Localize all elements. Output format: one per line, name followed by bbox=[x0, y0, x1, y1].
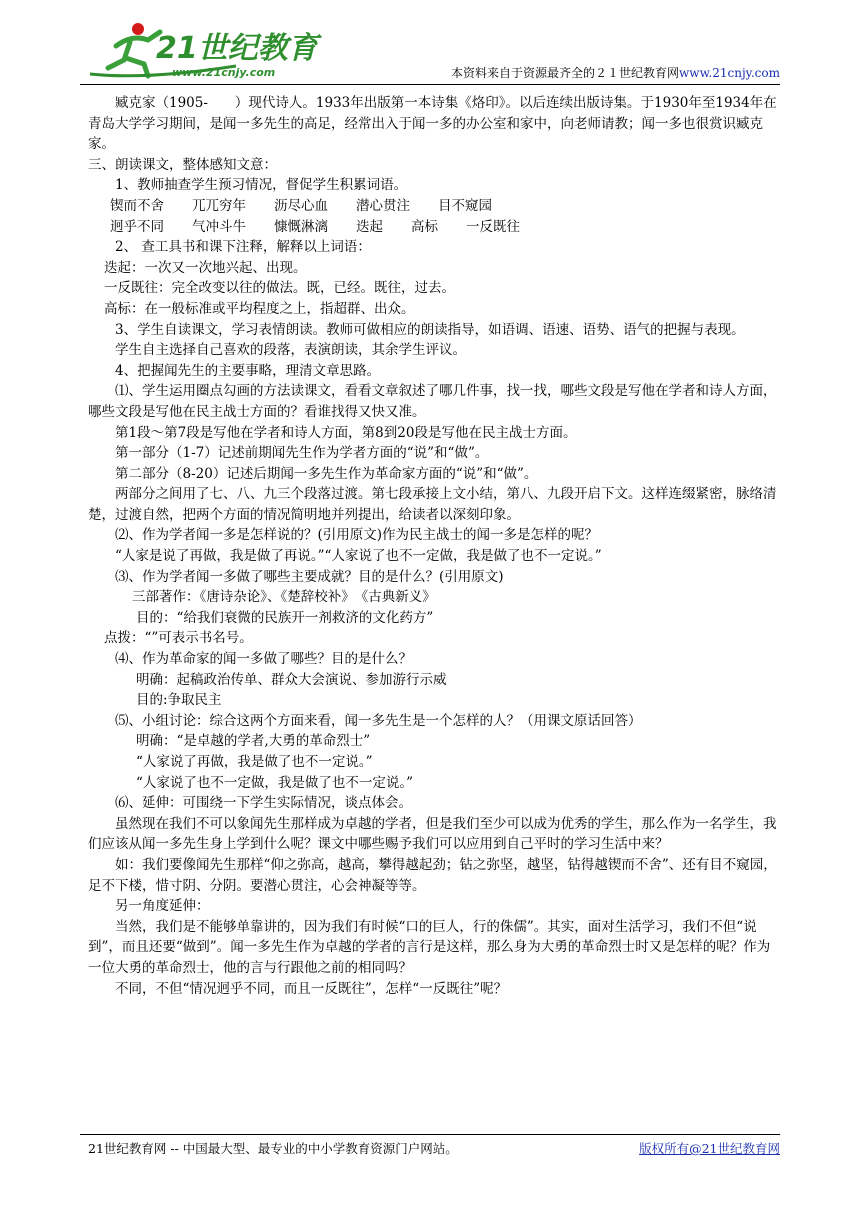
header-note-prefix: 本资料来自于资源最齐全的２１世纪教育网 bbox=[451, 66, 680, 80]
paragraph: 当然，我们是不能够单靠讲的，因为我们有时候“口的巨人，行的侏儒”。其实，面对生活学习，我们不但“说到”，而且还要“做到”。闻一多先生作为卓越的学者的言行是这样，那么身为大勇的革命烈士时又是怎样的呢？作为一位大勇的革命烈士，他的言与行跟他之前的相同吗？ bbox=[88, 918, 771, 976]
paragraph: 三、朗读课文，整体感知文意： bbox=[88, 156, 277, 173]
vocabulary-word: 慷慨淋漓 bbox=[274, 218, 328, 235]
header-note bbox=[451, 64, 780, 81]
paragraph: 第一部分（1-7）记述前期闻先生作为学者方面的“说”和“做”。 bbox=[115, 445, 489, 462]
vocabulary-word: 沥尽心血 bbox=[274, 197, 328, 214]
page-header bbox=[80, 20, 780, 84]
paragraph: 第1段～第7段是写他在学者和诗人方面，第8到20段是写他在民主战士方面。 bbox=[115, 424, 577, 441]
paragraph: 1、教师抽查学生预习情况，督促学生积累词语。 bbox=[115, 177, 408, 194]
footer-copyright-link[interactable]: 版权所有@21世纪教育网 bbox=[639, 1141, 780, 1156]
paragraph: ⑴、学生运用圈点勾画的方法读课文，看看文章叙述了哪几件事，找一找，哪些文段是写他在学者和诗人方面，哪些文段是写他在民主战士方面的？看谁找得又快又准。 bbox=[88, 383, 777, 420]
paragraph: 如：我们要像闻先生那样“仰之弥高，越高，攀得越起劲；钻之弥坚，越坚，钻得越锲而不舍”、还有目不窥园，足不下楼，惜寸阴、分阴。要潜心贯注，心会神凝等等。 bbox=[88, 856, 777, 894]
vocabulary-word: 一反既往 bbox=[466, 218, 520, 235]
vocabulary-word: 高标 bbox=[411, 218, 438, 235]
paragraph: ⑷、作为革命家的闻一多做了哪些？目的是什么？ bbox=[115, 651, 412, 668]
paragraph: 明确：起稿政治传单、群众大会演说、参加游行示威 bbox=[136, 671, 447, 688]
vocabulary-word: 迥乎不同 bbox=[110, 218, 164, 235]
paragraph: ⑶、作为学者闻一多做了哪些主要成就？目的是什么？(引用原文) bbox=[115, 568, 504, 585]
vocabulary-row bbox=[88, 196, 780, 217]
paragraph: 3、学生自读课文，学习表情朗读。教师可做相应的朗读指导，如语调、语速、语势、语气的把握与表现。 bbox=[115, 321, 745, 338]
paragraph: 目的:争取民主 bbox=[136, 692, 222, 709]
vocabulary-word: 迭起 bbox=[356, 218, 383, 235]
paragraph: 一反既往：完全改变以往的做法。既，已经。既往，过去。 bbox=[104, 280, 455, 297]
paragraph: 目的：“给我们衰微的民族开一剂救济的文化药方” bbox=[136, 609, 434, 626]
paragraph: 两部分之间用了七、八、九三个段落过渡。第七段承接上文小结，第八、九段开启下文。这样连缀紧密，脉络清楚，过渡自然，把两个方面的情况简明地并列提出，给读者以深刻印象。 bbox=[88, 486, 777, 523]
logo-main-text: 21世纪教育 bbox=[156, 31, 318, 66]
paragraph: 臧克家（1905- ）现代诗人。1933年出版第一本诗集《烙印》。以后连续出版诗集。于1930年至1934年在青岛大学学习期间，是闻一多先生的高足，经常出入于闻一多的办公室和家中，向老师请教；闻一多也很赏识臧克家。 bbox=[88, 95, 777, 153]
vocabulary-word: 目不窥园 bbox=[438, 197, 492, 214]
vocabulary-word: 气冲斗牛 bbox=[192, 218, 246, 235]
paragraph: 迭起：一次又一次地兴起、出现。 bbox=[104, 259, 307, 276]
paragraph: 虽然现在我们不可以象闻先生那样成为卓越的学者，但是我们至少可以成为优秀的学生，那么作为一名学生，我们应该从闻一多先生身上学到什么呢？课文中哪些赐予我们可以应用到自己平时的学习生活中来？ bbox=[88, 815, 777, 853]
paragraph: 不同，不但“情况迥乎不同，而且一反既往”，怎样“一反既往”呢？ bbox=[115, 980, 508, 997]
logo-url-text: www.21cnjy.com bbox=[172, 66, 276, 79]
paragraph: “人家说了再做，我是做了也不一定说。” bbox=[136, 754, 373, 770]
paragraph: 第二部分（8-20）记述后期闻一多先生作为革命家方面的“说”和“做”。 bbox=[115, 465, 538, 482]
footer-divider bbox=[80, 1134, 780, 1135]
vocabulary-word: 潜心贯注 bbox=[356, 197, 410, 214]
footer-text: 21世纪教育网 -- 中国最大型、最专业的中小学教育资源门户网站。 bbox=[88, 1141, 458, 1156]
logo-figure-head-icon bbox=[132, 23, 144, 35]
vocabulary-row bbox=[88, 217, 780, 238]
vocabulary-word: 锲而不舍 bbox=[110, 197, 164, 214]
document-body bbox=[88, 93, 780, 999]
paragraph: 2、 查工具书和课下注释，解释以上词语： bbox=[115, 239, 371, 256]
paragraph: 明确：“是卓越的学者,大勇的革命烈士” bbox=[136, 733, 371, 750]
paragraph: ⑸、小组讨论：综合这两个方面来看，闻一多先生是一个怎样的人？（用课文原话回答） bbox=[115, 712, 642, 729]
paragraph: ⑹、延伸：可围绕一下学生实际情况，谈点体会。 bbox=[115, 795, 412, 812]
paragraph: 点拨：“”可表示书名号。 bbox=[104, 630, 253, 647]
header-divider bbox=[80, 84, 780, 85]
paragraph: 三部著作：《唐诗杂论》、《楚辞校补》 《古典新义》 bbox=[132, 589, 436, 606]
site-logo bbox=[86, 20, 366, 82]
paragraph: 学生自主选择自己喜欢的段落，表演朗读，其余学生评议。 bbox=[115, 342, 466, 359]
paragraph: 4、把握闻先生的主要事略，理清文章思路。 bbox=[115, 362, 381, 379]
paragraph: ⑵、作为学者闻一多是怎样说的？(引用原文)作为民主战士的闻一多是怎样的呢？ bbox=[115, 527, 599, 544]
paragraph: “人家是说了再做，我是做了再说。”“人家说了也不一定做，我是做了也不一定说。” bbox=[115, 548, 602, 565]
paragraph: 另一角度延伸： bbox=[115, 898, 210, 915]
paragraph: 高标：在一般标准或平均程度之上，指超群、出众。 bbox=[104, 300, 415, 317]
vocabulary-word: 兀兀穷年 bbox=[192, 197, 246, 214]
paragraph: “人家说了也不一定做，我是做了也不一定说。” bbox=[136, 774, 414, 791]
header-note-site-link[interactable]: www.21cnjy.com bbox=[679, 66, 780, 80]
